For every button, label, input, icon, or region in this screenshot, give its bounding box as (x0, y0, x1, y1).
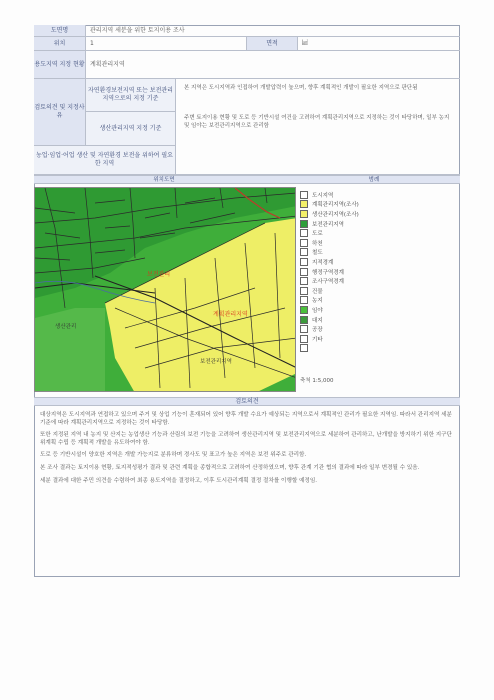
body-paragraph: 또한 지정된 지역 내 농지 및 산지는 농업생산 기능과 산림의 보전 기능을 고려하여 생산관리지역 및 보전관리지역으로 세분하여 관리하고, 난개발을 방지하기 위한 지구단위계획 수립 등 계획적 개발을 유도하여야 함. (40, 432, 452, 446)
legend-item (300, 257, 450, 267)
map-header-left: 위치도면 (153, 177, 175, 183)
legend-item (300, 305, 450, 315)
legend-swatch (300, 258, 308, 266)
legend-label: 도시지역 (312, 192, 334, 199)
map-label-3: 생산관리 (55, 324, 77, 330)
legend-item (300, 324, 450, 334)
legend-swatch (300, 344, 308, 352)
legend-label: 건물 (312, 288, 323, 295)
legend-item (300, 248, 450, 258)
legend-swatch (300, 239, 308, 247)
zoning-map (34, 187, 296, 392)
legend-swatch (300, 306, 308, 314)
legend-swatch (300, 191, 308, 199)
legend-item (300, 200, 450, 210)
map-header-right: 범례 (368, 177, 380, 183)
legend-item (300, 276, 450, 286)
legend-label: 계획관리지역(조사) (312, 202, 359, 209)
legend-label: 지적경계 (312, 259, 334, 266)
legend-label: 보전관리지역 (312, 221, 344, 228)
legend-label: 철도 (312, 250, 323, 257)
zone-status-label: 용도지역 지정 현황 (34, 51, 86, 78)
body-paragraph: 대상지역은 도시지역과 연접하고 있으며 주거 및 상업 기능이 혼재되어 있어 향후 개발 수요가 예상되는 지역으로서 계획적인 관리가 필요한 지역임. 따라서 관리지역 세분 기준에 따라 계획관리지역으로 지정하는 것이 타당함. (40, 412, 452, 426)
legend-label: 도로 (312, 231, 323, 238)
zone-status-value: 계획관리지역 (90, 60, 125, 68)
scale-note: 축척 1:5,000 (300, 378, 334, 384)
legend-label: 생산관리지역(조사) (312, 211, 359, 218)
body-paragraph: 도로 등 기반시설이 양호한 지역은 개발 가능지로 분류하며 경사도 및 표고가 높은 지역은 보전 위주로 관리함. (40, 452, 307, 459)
bottom-header (34, 397, 460, 406)
review-text-2: 주변 토지이용 현황 및 도로 등 기반시설 여건을 고려하여 계획관리지역으로 지정하는 것이 타당하며, 일부 농지 및 임야는 보전관리지역으로 관리함 (184, 115, 450, 129)
legend-swatch (300, 335, 308, 343)
review-body (40, 412, 454, 490)
review-row (34, 79, 460, 175)
legend-label: 행정구역경계 (312, 269, 344, 276)
zone-status-row (34, 51, 460, 79)
legend-swatch (300, 229, 308, 237)
legend-swatch (300, 325, 308, 333)
area-label: 면적 (246, 37, 298, 50)
legend-item (300, 334, 450, 344)
legend-label: 조사구역경계 (312, 279, 344, 286)
review-label: 검토의견 및 지정사유 (34, 79, 86, 145)
legend-item (300, 344, 450, 354)
bottom-header-label: 검토의견 (235, 398, 259, 405)
map-label-1: 보전관리 (147, 271, 171, 278)
legend-item (300, 228, 450, 238)
title-label: 도면명 (34, 25, 86, 36)
body-paragraph: 본 조사 결과는 토지이용 현황, 토지적성평가 결과 및 관련 계획을 종합적으로 고려하여 산정하였으며, 향후 관계 기관 협의 결과에 따라 일부 변경될 수 있음. (40, 464, 420, 471)
legend-swatch (300, 287, 308, 295)
legend-label: 공장 (312, 327, 323, 334)
location-row (34, 37, 460, 51)
legend-label: 임야 (312, 307, 323, 314)
legend-swatch (300, 316, 308, 324)
body-paragraph: 세분 결과에 대한 주민 의견을 수렴하여 최종 용도지역을 결정하고, 이후 도시관리계획 결정 절차를 이행할 예정임. (40, 477, 318, 484)
legend-swatch (300, 268, 308, 276)
map-label-2: 계획관리지역 (213, 311, 248, 318)
legend-label: 기타 (312, 336, 323, 343)
legend-label: 대지 (312, 317, 323, 324)
legend-item (300, 209, 450, 219)
title-row (34, 25, 460, 37)
location-label: 위치 (34, 37, 86, 50)
map-header-band (34, 175, 460, 184)
legend-item (300, 219, 450, 229)
title-value: 관리지역 세분을 위한 토지이용 조사 (90, 26, 185, 34)
legend-swatch (300, 248, 308, 256)
legend-swatch (300, 220, 308, 228)
location-value: 1 (90, 39, 94, 47)
legend-label: 하천 (312, 240, 323, 247)
criteria-1: 자연환경보전지역 또는 보전관리지역으로의 지정 기준 (86, 79, 176, 112)
area-value: ㎢ (302, 39, 309, 47)
legend-item (300, 296, 450, 306)
map-label-4: 보전관리지역 (200, 359, 232, 365)
legend-swatch (300, 277, 308, 285)
legend-item (300, 190, 450, 200)
legend-item (300, 286, 450, 296)
legend-label: 농지 (312, 298, 323, 305)
map-legend (300, 190, 450, 353)
review-note: 농업·임업·어업 생산 및 자연환경 보전을 위하여 필요한 지역 (34, 145, 176, 174)
legend-item (300, 238, 450, 248)
legend-item (300, 267, 450, 277)
criteria-2: 생산관리지역 지정 기준 (86, 112, 176, 145)
review-text-1: 본 지역은 도시지역과 인접하여 개발압력이 높으며, 향후 계획적인 개발이 필요한 지역으로 판단됨 (184, 85, 418, 91)
legend-swatch (300, 296, 308, 304)
legend-item (300, 315, 450, 325)
legend-swatch (300, 210, 308, 218)
legend-swatch (300, 200, 308, 208)
map-graphic (35, 188, 296, 392)
